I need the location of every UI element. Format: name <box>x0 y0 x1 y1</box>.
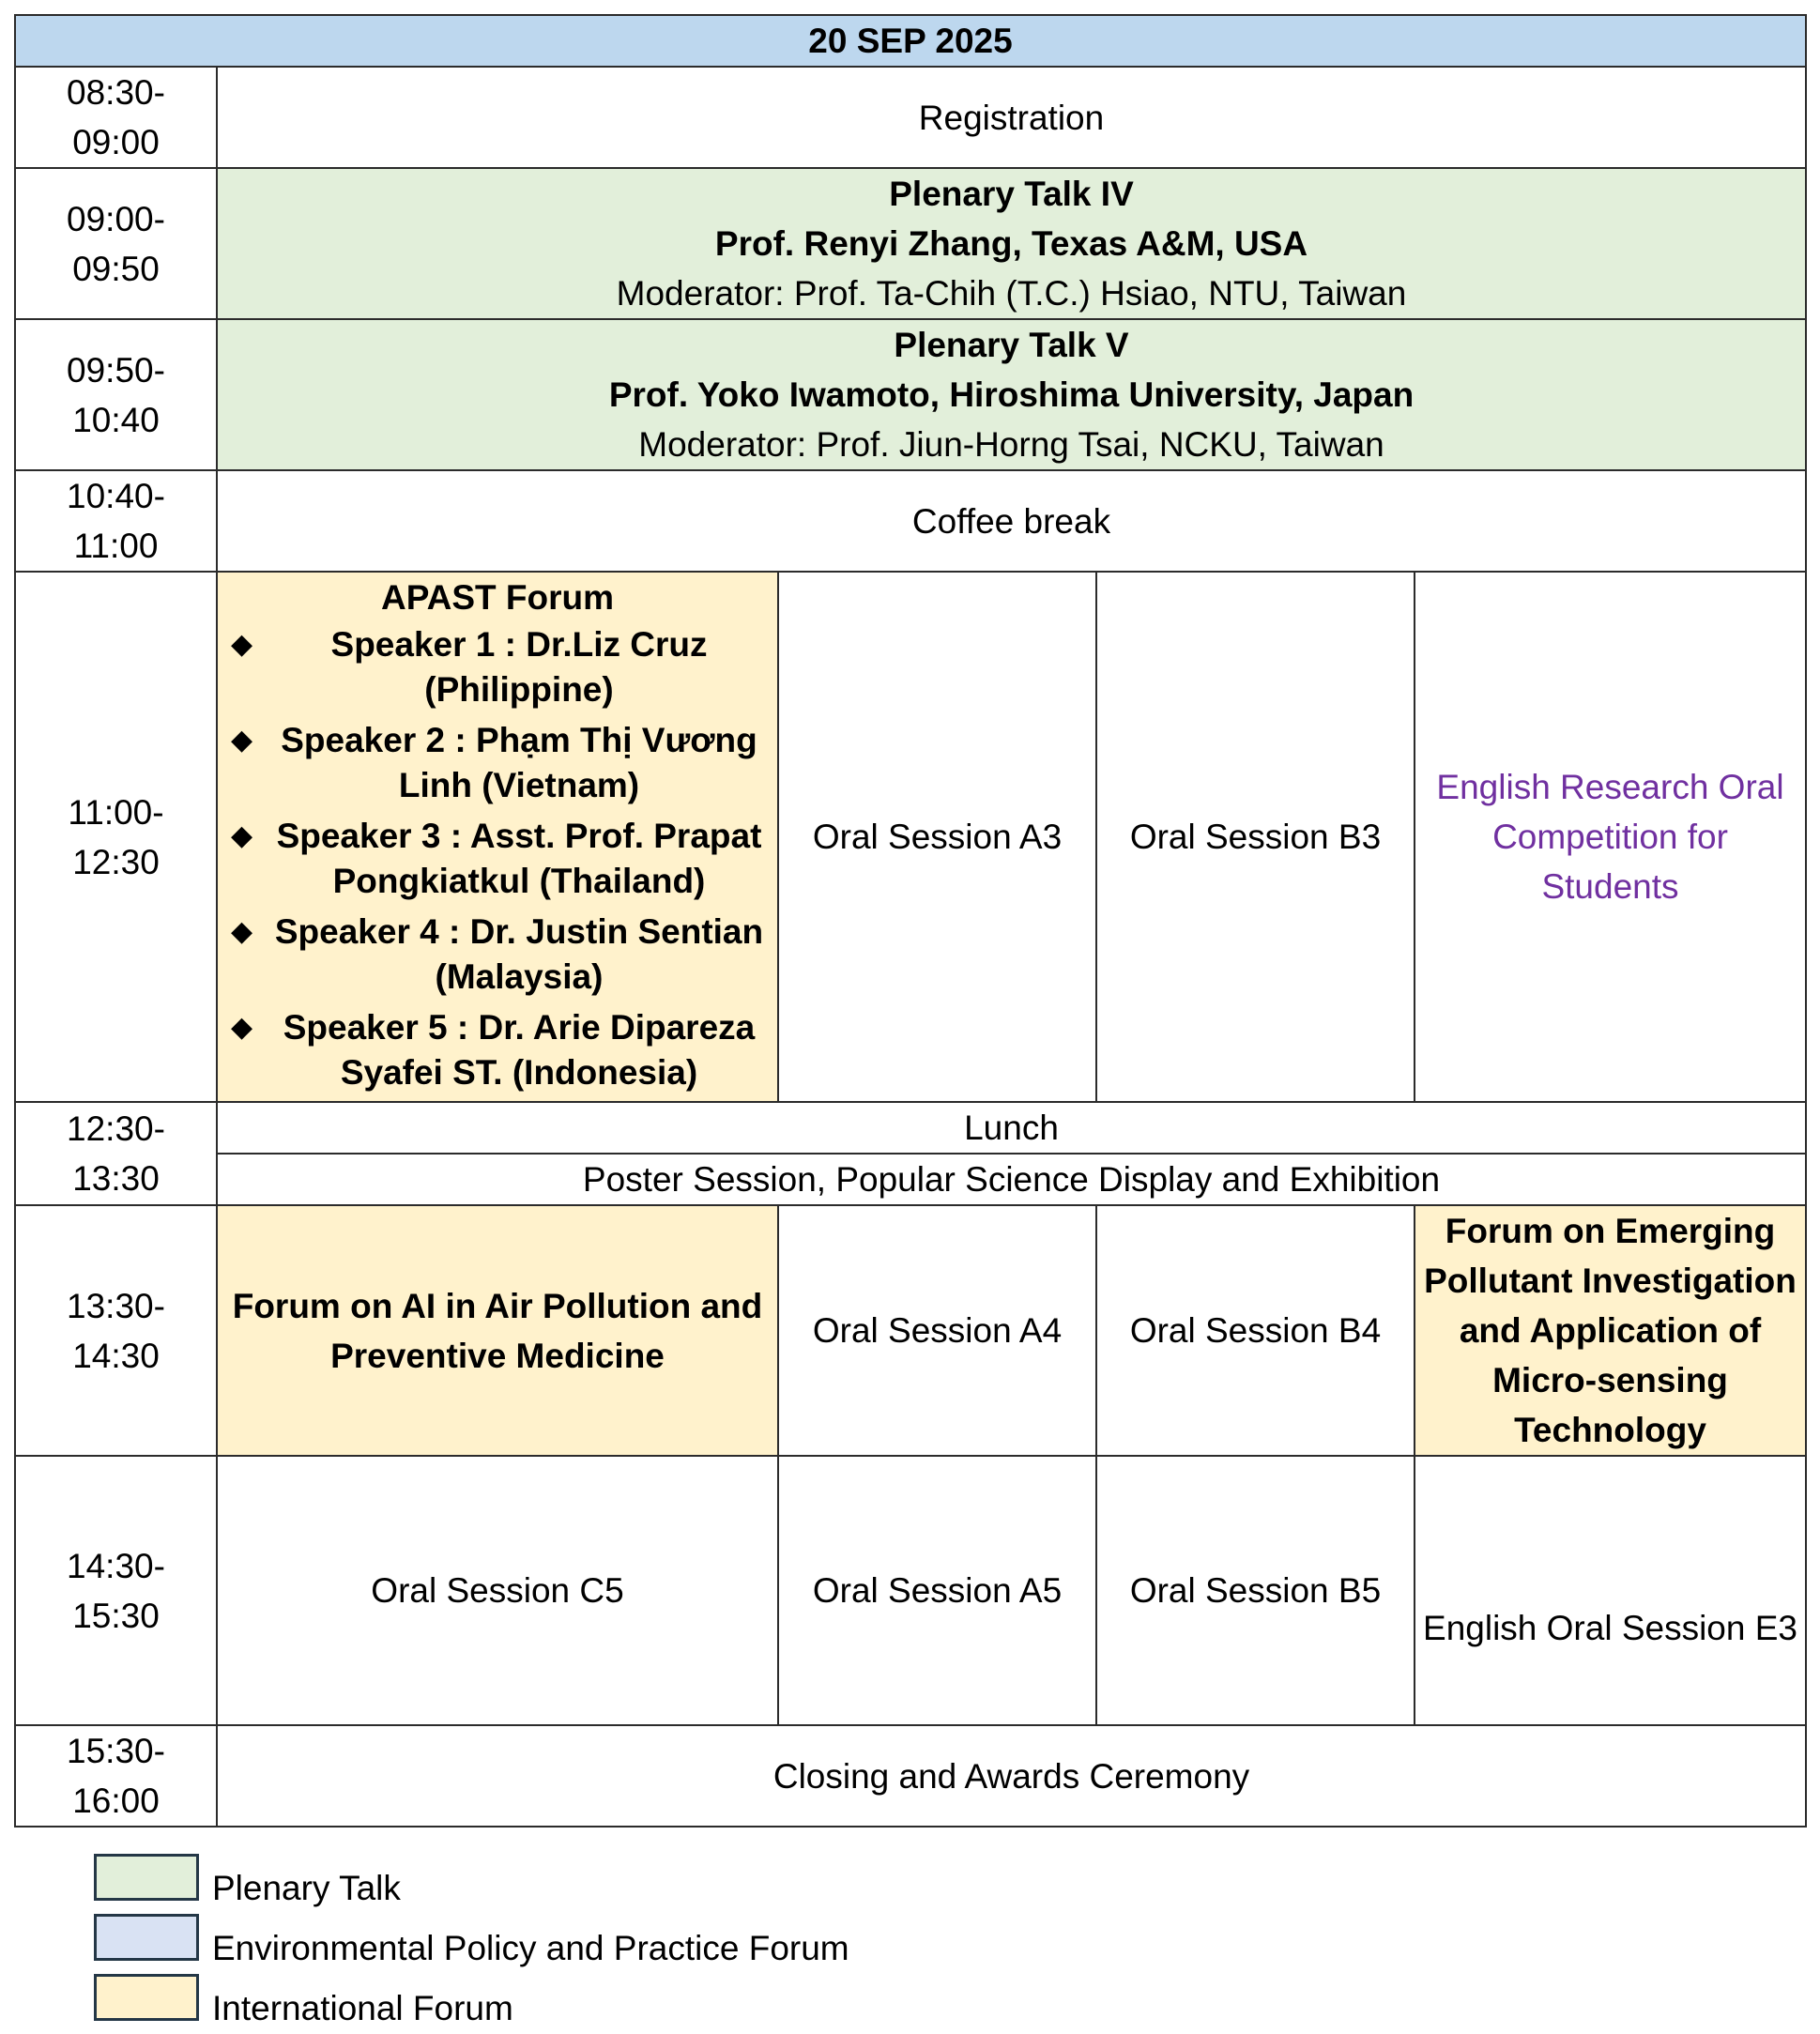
diamond-bullet-icon: ◆ <box>231 725 253 756</box>
oral-session-a4-cell: Oral Session A4 <box>778 1205 1096 1456</box>
forum-ai-line: Forum on AI in Air Pollution and <box>232 1286 763 1325</box>
time-cell <box>15 319 217 470</box>
forum-emerging-line: Pollutant Investigation <box>1424 1262 1797 1300</box>
coffee-break-row <box>15 470 1806 572</box>
time-end: 13:30 <box>72 1159 160 1198</box>
date-header: 20 SEP 2025 <box>15 15 1806 67</box>
plenary-title: Plenary Talk IV <box>889 175 1134 213</box>
apast-forum-cell <box>217 572 778 1102</box>
legend-label: Plenary Talk <box>212 1869 401 1907</box>
lunch-cell: Lunch <box>217 1102 1806 1154</box>
speaker-item <box>225 1005 770 1095</box>
session-row-1430 <box>15 1456 1806 1725</box>
competition-line: Competition for <box>1492 818 1728 856</box>
forum-emerging-line: Technology <box>1514 1411 1706 1449</box>
time-end: 09:50 <box>72 249 160 288</box>
time-cell <box>15 67 217 168</box>
forum-emerging-line: Forum on Emerging <box>1445 1212 1776 1250</box>
speaker-line: Speaker 4 : Dr. Justin Sentian <box>274 912 764 951</box>
english-oral-e3-cell: English Oral Session E3 <box>1415 1456 1806 1725</box>
speaker-line: Pongkiatkul (Thailand) <box>332 862 706 900</box>
time-end: 16:00 <box>72 1782 160 1820</box>
time-end: 09:00 <box>72 123 160 161</box>
session-row-1330 <box>15 1205 1806 1456</box>
speaker-item <box>225 910 770 1000</box>
speaker-line: (Malaysia) <box>435 957 604 996</box>
time-start: 11:00- <box>68 792 164 832</box>
diamond-bullet-icon: ◆ <box>231 1012 253 1043</box>
oral-session-a3-cell: Oral Session A3 <box>778 572 1096 1102</box>
time-end: 15:30 <box>72 1596 160 1635</box>
oral-session-a5-cell: Oral Session A5 <box>778 1456 1096 1725</box>
time-start: 15:30- <box>67 1732 165 1770</box>
time-start: 14:30- <box>67 1546 165 1585</box>
time-start: 09:00- <box>67 199 165 238</box>
lunch-row <box>15 1102 1806 1154</box>
forum-ai-line: Preventive Medicine <box>330 1336 665 1375</box>
time-start: 13:30- <box>67 1286 165 1325</box>
time-cell <box>15 572 217 1102</box>
time-start: 12:30- <box>67 1109 165 1148</box>
plenary-speaker: Prof. Yoko Iwamoto, Hiroshima University, Japan <box>608 375 1415 414</box>
speaker-list <box>225 622 770 1095</box>
legend-swatch <box>94 1974 199 2021</box>
speaker-line: Syafei ST. (Indonesia) <box>340 1053 698 1092</box>
competition-line: Students <box>1541 867 1679 906</box>
plenary-moderator: Moderator: Prof. Ta-Chih (T.C.) Hsiao, NTU, Taiwan <box>616 274 1407 313</box>
plenary-talk-iv-cell <box>217 168 1806 319</box>
legend-label: International Forum <box>212 1989 513 2027</box>
time-end: 11:00 <box>73 527 159 565</box>
time-cell <box>15 168 217 319</box>
plenary-talk-v-cell <box>217 319 1806 470</box>
legend-label: Environmental Policy and Practice Forum <box>212 1929 849 1967</box>
time-end: 12:30 <box>72 842 160 881</box>
time-cell <box>15 1725 217 1827</box>
oral-session-b4-cell: Oral Session B4 <box>1096 1205 1415 1456</box>
coffee-break-cell: Coffee break <box>217 470 1806 572</box>
schedule-table <box>14 14 1807 1828</box>
time-start: 09:50- <box>67 350 165 390</box>
english-competition-cell <box>1415 572 1806 1102</box>
registration-row <box>15 67 1806 168</box>
speaker-item <box>225 814 770 904</box>
speaker-line: Speaker 2 : Phạm Thị Vương <box>281 721 757 759</box>
legend-swatch <box>94 1914 199 1961</box>
speaker-line: Speaker 5 : Dr. Arie Dipareza <box>283 1008 756 1047</box>
forum-ai-cell <box>217 1205 778 1456</box>
time-cell <box>15 1205 217 1456</box>
diamond-bullet-icon: ◆ <box>231 820 253 851</box>
time-cell <box>15 470 217 572</box>
plenary-talk-iv-row <box>15 168 1806 319</box>
registration-cell: Registration <box>217 67 1806 168</box>
time-cell <box>15 1456 217 1725</box>
forum-emerging-cell <box>1415 1205 1806 1456</box>
plenary-moderator: Moderator: Prof. Jiun-Horng Tsai, NCKU, Taiwan <box>638 425 1384 464</box>
time-start: 08:30- <box>67 73 165 112</box>
oral-session-c5-cell: Oral Session C5 <box>217 1456 778 1725</box>
speaker-item <box>225 718 770 808</box>
forum-emerging-line: and Application of <box>1459 1311 1762 1350</box>
time-end: 14:30 <box>72 1336 160 1375</box>
forum-emerging-line: Micro-sensing <box>1492 1361 1728 1399</box>
closing-row <box>15 1725 1806 1827</box>
time-end: 10:40 <box>72 400 160 439</box>
competition-line: English Research Oral <box>1436 768 1784 806</box>
oral-session-b5-cell: Oral Session B5 <box>1096 1456 1415 1725</box>
speaker-line: Linh (Vietnam) <box>398 766 640 804</box>
session-row-1100 <box>15 572 1806 1102</box>
closing-ceremony-cell: Closing and Awards Ceremony <box>217 1725 1806 1827</box>
plenary-speaker: Prof. Renyi Zhang, Texas A&M, USA <box>714 224 1308 263</box>
time-cell <box>15 1102 217 1205</box>
diamond-bullet-icon: ◆ <box>231 629 253 660</box>
plenary-title: Plenary Talk V <box>894 326 1129 364</box>
speaker-line: (Philippine) <box>424 670 614 709</box>
plenary-talk-v-row <box>15 319 1806 470</box>
oral-session-b3-cell: Oral Session B3 <box>1096 572 1415 1102</box>
time-start: 10:40- <box>67 477 165 515</box>
poster-session-cell: Poster Session, Popular Science Display and Exhibition <box>217 1154 1806 1205</box>
apast-forum-title: APAST Forum <box>380 578 615 617</box>
legend-swatch <box>94 1854 199 1901</box>
diamond-bullet-icon: ◆ <box>231 916 253 947</box>
speaker-line: Speaker 3 : Asst. Prof. Prapat <box>276 817 762 855</box>
speaker-line: Speaker 1 : Dr.Liz Cruz <box>330 625 708 664</box>
poster-row <box>15 1154 1806 1205</box>
speaker-item <box>225 622 770 712</box>
date-header-row <box>15 15 1806 67</box>
